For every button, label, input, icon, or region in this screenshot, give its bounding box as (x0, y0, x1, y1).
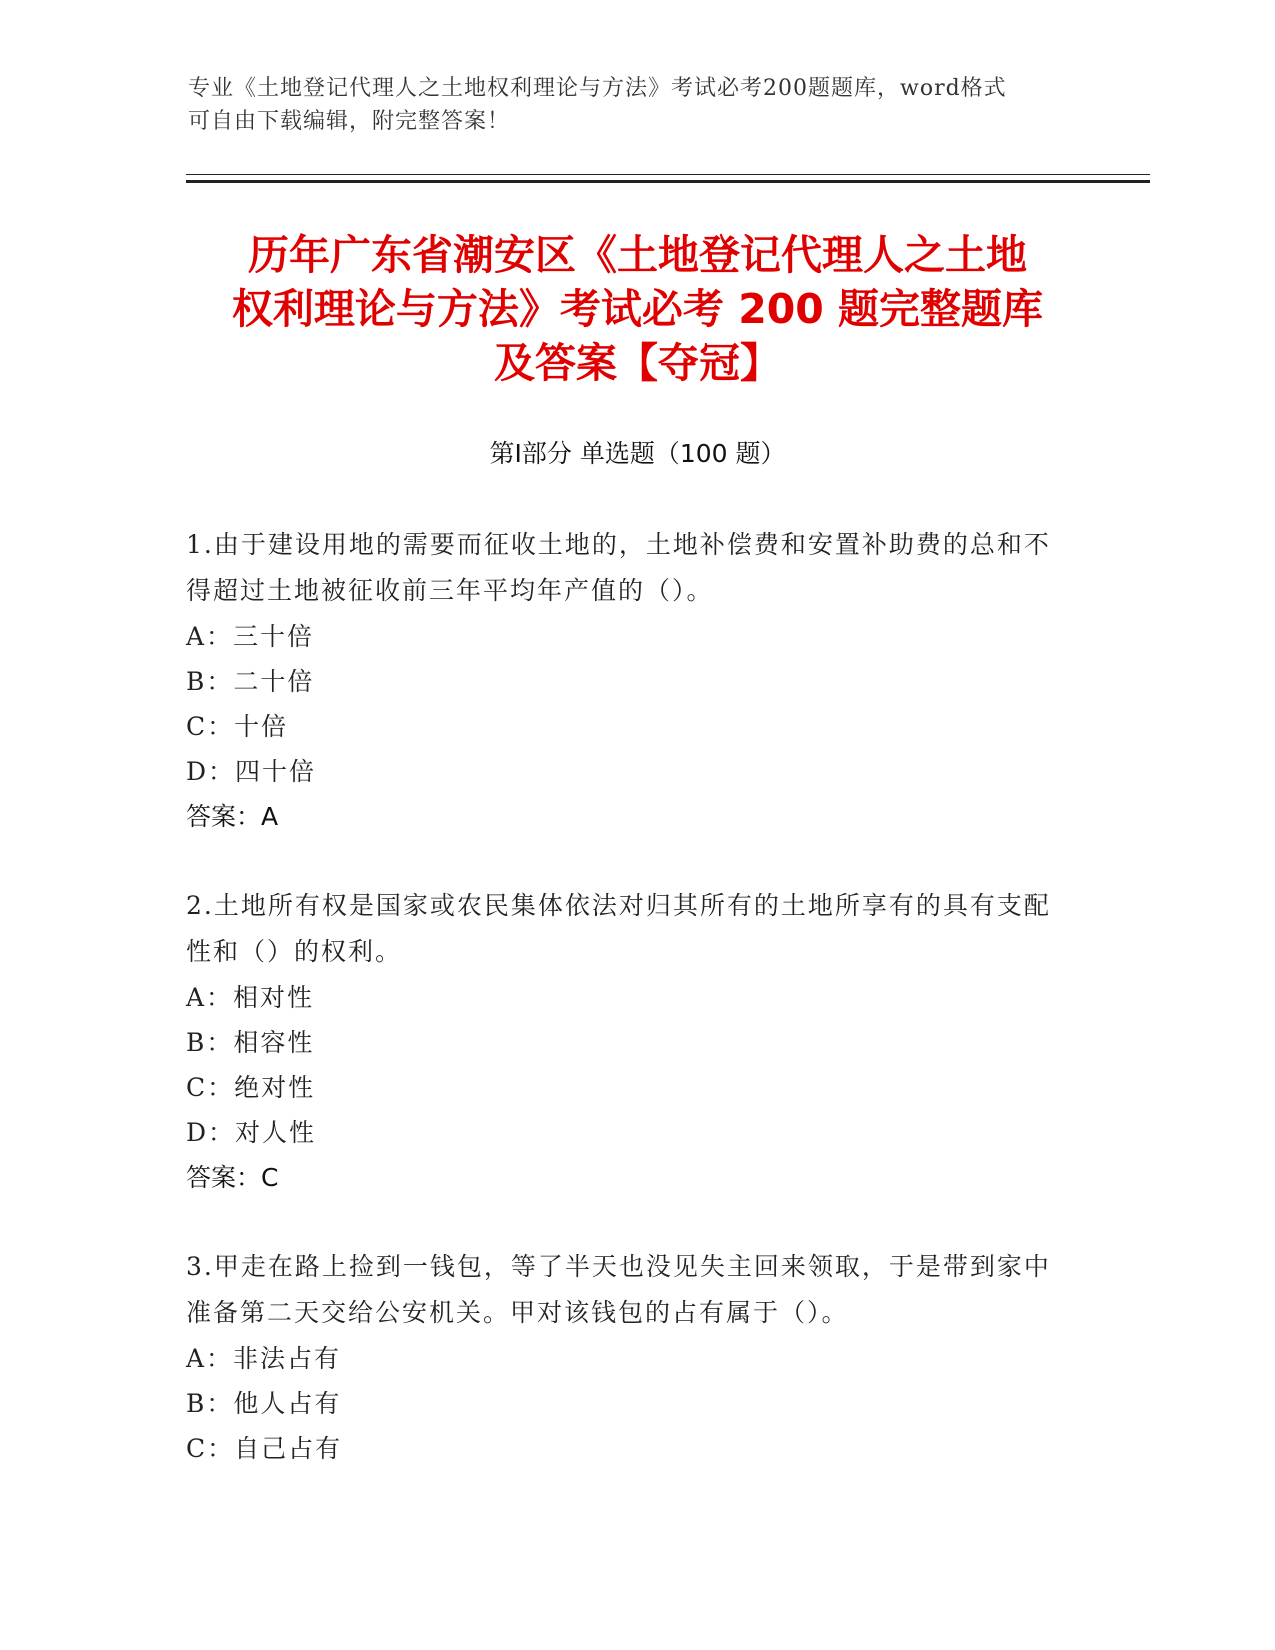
header-note-line-1: 专业《土地登记代理人之土地权利理论与方法》考试必考200题题库，word格式 (188, 76, 1007, 101)
document-title (180, 228, 1095, 390)
header-divider-thick (186, 180, 1150, 183)
option-c: C：绝对性 (186, 1073, 316, 1102)
question-list (186, 522, 1066, 1515)
header-divider-thin (186, 174, 1150, 175)
option-b: B：相容性 (186, 1028, 315, 1057)
answer: 答案：A (186, 802, 279, 831)
title-line-1: 历年广东省潮安区《土地登记代理人之土地 (248, 231, 1027, 279)
question-3 (186, 1244, 1066, 1471)
question-stem: 2.土地所有权是国家或农民集体依法对归其所有的土地所享有的具有支配性和（）的权利。 (186, 891, 1051, 966)
question-stem: 1.由于建设用地的需要而征收土地的，土地补偿费和安置补助费的总和不得超过土地被征收前三年平均年产值的（）。 (186, 530, 1051, 605)
question-1 (186, 522, 1066, 839)
question-stem: 3.甲走在路上捡到一钱包，等了半天也没见失主回来领取，于是带到家中准备第二天交给公安机关。甲对该钱包的占有属于（）。 (186, 1252, 1051, 1327)
title-line-3: 及答案【夺冠】 (494, 339, 781, 387)
header-note (188, 72, 1068, 138)
section-heading: 第Ⅰ部分 单选题（100 题） (489, 439, 786, 468)
option-c: C：十倍 (186, 712, 289, 741)
option-a: A：非法占有 (186, 1344, 342, 1373)
option-d: D：对人性 (186, 1118, 317, 1147)
header-note-line-2: 可自由下载编辑，附完整答案！ (188, 109, 511, 134)
option-a: A：相对性 (186, 983, 315, 1012)
title-line-2: 权利理论与方法》考试必考 200 题完整题库 (231, 285, 1044, 333)
answer: 答案：C (186, 1163, 279, 1192)
question-2 (186, 883, 1066, 1200)
option-c: C：自己占有 (186, 1434, 343, 1463)
option-b: B：二十倍 (186, 667, 315, 696)
option-d: D：四十倍 (186, 757, 317, 786)
option-b: B：他人占有 (186, 1389, 342, 1418)
option-a: A：三十倍 (186, 622, 315, 651)
